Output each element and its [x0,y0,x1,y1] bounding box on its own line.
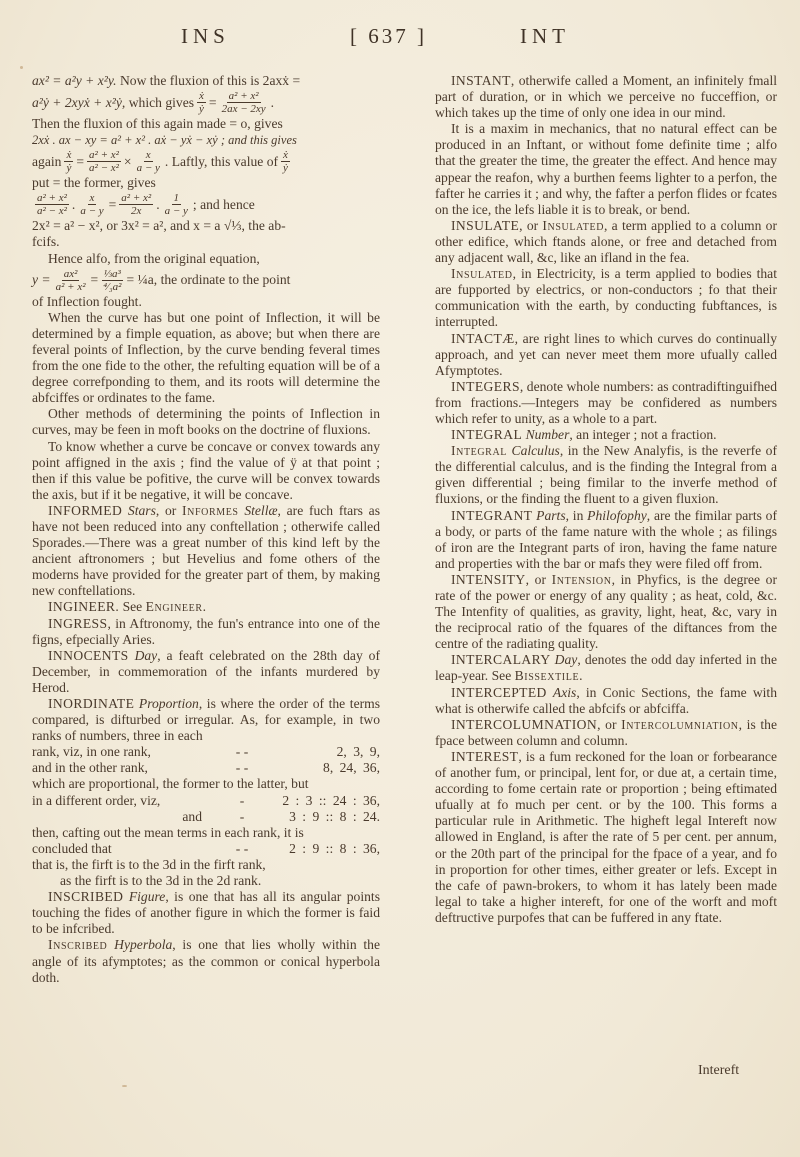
math-line: $\frac{\text{a² + x²}}{\text{a² − x²}}$ . $\frac{x}{a - y}$ = $\frac{\text{a² + x²}}{2x}$ . $\frac{1}{a - y}$ ; and hence [37,192,255,218]
definition: , in Aftronomy, the fun's entrance into one of the figns, efpecially Aries. [32,615,380,647]
ink-speck [122,1085,127,1087]
paragraph: When the curve has but one point of Inflection, it will be determined by a fimple equation, as above; but when there are feveral points of Inflection, by the curve bending feveral times from the one fide to the other, the refulting equation will be of a degree correfponding to them, and its roots will determine the abfciffes or ordinates to the fame. [32,309,380,406]
math-text: Now the fluxion of this is 2axẋ = [119,73,301,88]
math-line: Then the fluxion of this again made = o, gives [32,116,283,132]
headword: INTEGRANT [451,507,533,523]
math-text: ; and hence [192,196,255,212]
paragraph-line: as the firft is to the 3d in the 2d rank. [60,873,262,889]
math-line: Hence alfo, from the original equation, [48,250,260,266]
dictionary-entry [32,696,380,744]
definition: , are right lines to which curves do continually approach, and yet can never meet them more ufually called Afymptotes. [435,330,777,378]
qualifier: Proportion [138,696,199,711]
headword: INFORMED [48,502,123,518]
proportion-row: and - 3 : 9 :: 8 : 24. [182,808,380,824]
definition: , are fuch ftars as have not been reduced into any conftellation ; otherwife called Sporades.—There was a great number of this kind left by the ancient aftronomers ; but Hevelius and fome others of the moderns have provided for the greater part of them, by making new conftellations. [32,502,380,599]
dictionary-entry [32,937,380,985]
headword: Inscribed [48,937,108,953]
math-line: fcifs. [32,234,60,250]
paragraph: To know whether a curve be concave or convex towards any point affigned in the axis ; find the value of ÿ at that point ; then if this value be pofitive, the curve will be convex towards the axis, but if it be negative, it will be concave. [32,438,380,502]
definition: , denotes the odd day inferted in the leap-year. See [435,652,777,684]
math-line: a²ẏ + 2xyẋ + x²ẏ, which gives $\frac{\text{ẋ}}{\text{ẏ}}$ = $\frac{\text{a² + x²}}{2ax - 2xy}$ . [32,90,275,116]
headword: INTEGERS [451,378,520,394]
definition: , is a fum reckoned for the loan or forbearance of another fum, or principal, lent for, or due at, a certain time, according to fome certain rate or proportion ; being eftimated ufually at fo much per cent. or by the 100. This forms a particular rule in Arithmetic. The higheft legal Intereft now allowed in England, is after the rate of 5 per cent. per annum, or the 20th part of the principal for the fpace of a year, and fo in proportion for other times, either greater or lefs. Except in the cafe of pawn-brokers, to whom it has lately been made legal to take a higher intereft, for one of the worft and moft deftructive purpofes that can be fuffered in any ftate. [435,748,777,925]
dictionary-entry [435,685,777,717]
headword: INSULATE [451,217,520,233]
qualifier: Day [134,647,158,663]
math-line: put = the former, gives [32,175,156,191]
equation: ax² = a²y + x²y. [32,73,117,88]
fraction: $\frac{x}{a - y}$ [80,192,104,218]
alt-headword: Insulated [542,217,605,233]
proportion-row: rank, viz, in one rank, - - 2, 3, 9, [32,744,380,760]
alt-headword: Intercolumniation [621,716,739,732]
headword: INORDINATE [48,696,135,711]
headword: INNOCENTS [48,647,129,663]
headword: INTENSITY [451,571,526,587]
fraction: $\frac{\text{a² + x²}}{2ax - 2xy}$ [221,90,266,116]
qualifier: Axis [552,684,577,700]
dictionary-entry: INTEGRANT Parts, in Philofophy, are the fimilar parts of a body, or parts of the fame nature with the whole ; as filings of iron are the Integrant parts of iron, having the fame nature and properties with the bar or mafs they were filed off from. [435,507,777,571]
fraction: $\frac{\text{⅓a³}}{\text{⁴⁄₃a²}}$ [103,267,122,293]
running-head-left: INS [181,24,230,48]
paragraph-line: which are proportional, the former to the latter, but [32,776,309,792]
math-line: y = $\frac{\text{ax²}}{\text{a² + x²}}$ = $\frac{\text{⅓a³}}{\text{⁴⁄₃a²}}$ = ¼a, the ordinate to the point [32,267,291,293]
headword: Integral [451,443,507,459]
times-sign: × [123,153,132,169]
definition: See [119,599,146,615]
dictionary-entry: INSULATE, or Insulated, a term applied to a column or other edifice, which ftands alone, or free and detached from any adjacent wall, &c, like an ifland in the fea. [435,217,777,266]
math-text: = ¼a, the ordinate to the point [126,272,291,288]
running-head-right: INT [520,24,570,48]
qualifier: Calculus [511,443,560,459]
definition: , in Electricity, is a term applied to bodies that are fupported by electrics, or non-conductors ; fo that their communication with the earth, by conducting fubftances, is interrupted. [435,266,777,330]
headword: INTERCALARY [451,652,551,668]
dictionary-entry [435,427,777,443]
fraction: $\frac{\text{a² + x²}}{\text{a² − x²}}$ [89,149,119,175]
cross-reference[interactable]: Bissextile. [514,668,584,684]
dictionary-entry [435,652,777,684]
proportion-row: and in the other rank, - - 8, 24, 36, [32,760,380,776]
headword: INTERCOLUMNATION [451,716,598,732]
paragraph-line: then, cafting out the mean terms in each rank, it is [32,824,304,840]
definition: , is one that has all its angular points touching the fides of another figure in which the former is faid to be infcribed. [32,889,380,937]
equation: a²ẏ + 2xyẋ + x²ẏ, [32,94,126,110]
fraction: $\frac{1}{a - y}$ [164,192,188,218]
dictionary-entry: INTERCOLUMNATION, or Intercolumniation, is the fpace between column and column. [435,716,777,748]
definition: , an integer ; not a fraction. [569,427,717,443]
headword: INGRESS [48,615,108,631]
dictionary-entry [435,443,777,507]
qualifier: Stellæ [244,502,278,518]
alt-headword: Informes [182,502,239,518]
dictionary-entry [435,73,777,121]
dictionary-entry: INTENSITY, or Intension, in Phyfics, is the degree or rate of the power or energy of any quality ; as heat, cold, &c. The Intenfity of qualities, as gravity, light, heat, &c, vary in the reciprocal ratio of the fquares of the diftances from the centre of the radiating quality. [435,571,777,652]
page-number: [ 637 ] [350,24,427,48]
headword: INSTANT [451,73,511,88]
definition: , denote whole numbers: as contradiftinguifhed from fractions.—Integers may be confidered as numbers which refer to unity, as a whole to a part. [435,378,777,426]
qualifier: Day [554,652,578,668]
ink-speck [20,66,23,69]
right-column [435,73,777,926]
paragraph: It is a maxim in mechanics, that no natural effect can be produced in an Inftant, or without fome definite time ; alfo that the greater the time, the greater the effect. And hence may appear the reafon, why a burthen feems lighter to a perfon, the fafter he carries it ; and why, the fafter a perfon flides or fcates on the ice, the lefs liable it is to break, or bend. [435,121,777,217]
paragraph-line: that is, the firft is to the 3d in the firft rank, [32,856,266,872]
headword: INTEREST [451,748,519,764]
dictionary-entry [32,889,380,937]
proportion-row: in a different order, viz, - 2 : 3 :: 24 : 36, [32,792,380,808]
dictionary-entry [435,379,777,427]
catchword: Intereft [698,1063,740,1078]
math-line: 2x² = a² − x², or 3x² = a², and x = a √⅓, the ab- [32,218,286,234]
qualifier: Number [525,427,570,443]
qualifier: Hyperbola [114,937,173,953]
fraction: $\frac{\text{a² + x²}}{2x}$ [121,192,152,218]
left-column [32,73,380,986]
definition: , is the fpace between column and column. [435,716,777,748]
math-text: y = [32,272,51,288]
definition: , a term applied to a column or other edifice, which ftands alone, or free and detached from any adjacent wall, &c, like an ifland in the fea. [435,217,777,266]
math-text: which gives [128,94,195,110]
alt-headword: Intension [551,571,612,587]
qualifier: Philofophy [587,507,647,523]
proportion-row: concluded that - - 2 : 9 :: 8 : 36, [32,840,380,856]
definition: , is one that lies wholly within the angle of its afymptotes; as the common or conical hyperbola doth. [32,937,380,985]
fraction: $\frac{x}{a - y}$ [136,149,160,175]
math-line: of Inflection fought. [32,293,142,309]
definition: , in Conic Sections, the fame with what is otherwife called the abfcifs or abfciffa. [435,684,777,716]
qualifier: Parts [536,507,566,523]
qualifier: Stars [127,502,156,518]
dictionary-entry [32,648,380,696]
headword: INTACTÆ [451,330,515,346]
math-text: again [32,153,62,169]
headword: INGINEER. [48,599,120,615]
definition: , are the fimilar parts of a body, or parts of the fame nature with the whole ; as filings of iron are the Integrant parts of iron, having the fame nature and properties with the bar or mafs they were filed off from. [435,507,777,571]
definition: , in the New Analyfis, is the reverfe of the differential calculus, and is the finding the Integral from a given differential ; being fimilar to the inverfe method of fluxions, or the finding the fluent to a given fluxion. [435,443,777,507]
math-line: again $\frac{\text{ẋ}}{\text{ẏ}}$ = $\frac{\text{a² + x²}}{\text{a² − x²}}$ × $\frac{x}{a - y}$ . Laftly, this value of $\frac{\text{ẋ}}{\text{ẏ}}$ [32,149,288,175]
paragraph: Other methods of determining the points of Inflection in curves, may be feen in moft books on the doctrine of fluxions. [32,406,380,438]
headword: INSCRIBED [48,889,124,905]
math-text: . Laftly, this value of [164,153,279,169]
dictionary-entry [32,599,380,615]
dictionary-entry [435,331,777,379]
fraction: $\frac{\text{ẋ}}{\text{ẏ}}$ [199,90,204,116]
headword: INTERCEPTED [451,684,547,700]
dictionary-entry [435,266,777,330]
qualifier: Figure [128,889,166,905]
definition: , otherwife called a Moment, an infinitely fmall part of duration, or in which we perceive no fucceffion, or which takes up the time of only one idea in our mind. [435,73,777,121]
running-head [0,16,800,46]
definition: , in Phyfics, is the degree or rate of the power or energy of any quality ; as heat, cold, &c. The Intenfity of qualities, as gravity, light, heat, &c, vary in the reciprocal ratio of the fquares of the diftances from the centre of the radiating quality. [435,571,777,652]
cross-reference[interactable]: Engineer. [145,599,207,615]
headword: INTEGRAL [451,427,523,443]
dictionary-entry [32,616,380,648]
fraction: $\frac{\text{ax²}}{\text{a² + x²}}$ [55,267,86,293]
headword: Insulated [451,266,513,282]
fraction: $\frac{\text{ẋ}}{\text{ẏ}}$ [66,149,72,175]
math-line: 2xẋ . ax − xy = a² + x² . aẋ − yẋ − xẏ ; and this gives [32,133,297,148]
definition: , a feaft celebrated on the 28th day of December, in commemoration of the infants murdered by Herod. [32,647,380,695]
dictionary-entry: INFORMED Stars, or Informes Stellæ, are fuch ftars as have not been reduced into any conftellation ; otherwife called Sporades.—There was a great number of this kind left by the ancient aftronomers ; but Hevelius and fome others of the moderns have provided for the greater part of them, by making new conftellations. [32,502,380,599]
dictionary-entry [435,749,777,926]
definition: , is where the order of the terms compared, is difturbed or irregular. As, for example, in two ranks of numbers, three in each [32,696,380,744]
math-line [32,73,380,89]
fraction: $\frac{\text{ẋ}}{\text{ẏ}}$ [283,149,288,175]
fraction: $\frac{\text{a² + x²}}{\text{a² − x²}}$ [37,192,67,218]
